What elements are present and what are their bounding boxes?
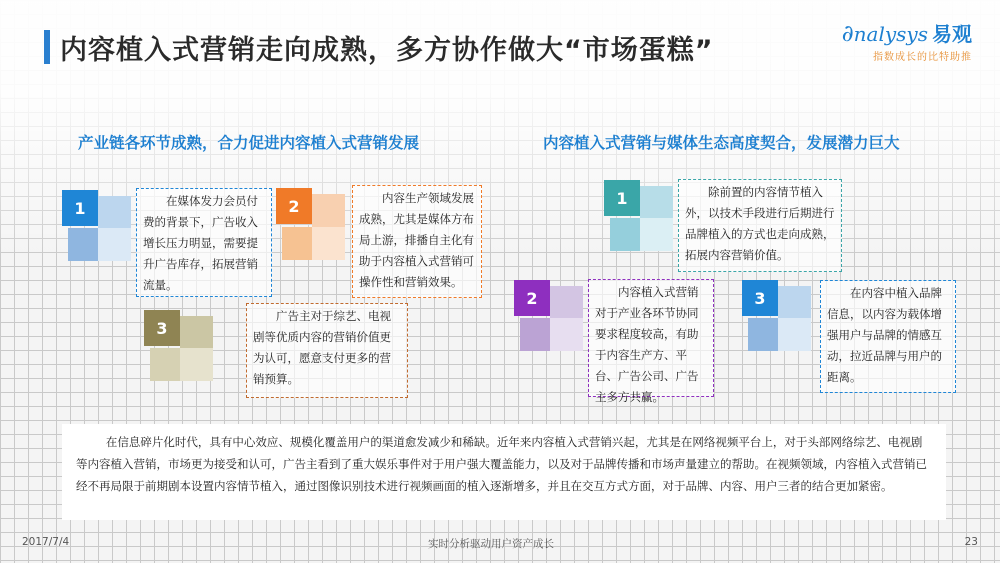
tile-square bbox=[282, 227, 315, 260]
tile-square bbox=[550, 286, 583, 319]
item-text-box: 内容植入式营销对于产业各环节协同要求程度较高，有助于内容生产方、平台、广告公司、广告主多方共赢。 bbox=[588, 279, 714, 397]
number-badge: 1 bbox=[604, 180, 640, 216]
item-text-box: 广告主对于综艺、电视剧等优质内容的营销价值更为认可，愿意支付更多的营销预算。 bbox=[246, 303, 408, 398]
tile-square bbox=[778, 318, 811, 351]
item-text-box: 在媒体发力会员付费的背景下，广告收入增长压力明显，需要提升广告库存，拓展营销流量。 bbox=[136, 188, 272, 297]
summary-panel bbox=[62, 424, 946, 520]
tile-square bbox=[610, 218, 643, 251]
tile-square bbox=[180, 316, 213, 349]
number-badge: 3 bbox=[144, 310, 180, 346]
tile-square bbox=[312, 194, 345, 227]
tile-square bbox=[778, 286, 811, 319]
tile-square bbox=[520, 318, 553, 351]
footer-slogan: 实时分析驱动用户资产成长 bbox=[428, 538, 554, 550]
tile-square bbox=[98, 196, 131, 229]
right-section-heading: 内容植入式营销与媒体生态高度契合，发展潜力巨大 bbox=[543, 134, 900, 152]
footer-date: 2017/7/4 bbox=[22, 536, 70, 548]
page-title: 内容植入式营销走向成熟，多方协作做大“市场蛋糕” bbox=[60, 35, 714, 66]
number-badge: 3 bbox=[742, 280, 778, 316]
tile-square bbox=[550, 318, 583, 351]
tile-square bbox=[640, 186, 673, 219]
tile-square bbox=[640, 218, 673, 251]
tile-square bbox=[180, 348, 213, 381]
logo-slogan: 指数成长的比特助推 bbox=[873, 52, 972, 63]
item-text-box: 在内容中植入品牌信息，以内容为载体增强用户与品牌的情感互动，拉近品牌与用户的距离。 bbox=[820, 280, 956, 393]
page-number: 23 bbox=[964, 536, 978, 548]
title-accent-bar bbox=[44, 30, 50, 64]
item-text-box: 除前置的内容情节植入外，以技术手段进行后期进行品牌植入的方式也走向成熟，拓展内容营销价值。 bbox=[678, 179, 842, 272]
tile-square bbox=[98, 228, 131, 261]
logo-wordmark: ∂nalysys 易观 bbox=[841, 21, 972, 47]
number-badge: 2 bbox=[276, 188, 312, 224]
number-badge: 2 bbox=[514, 280, 550, 316]
tile-square bbox=[68, 228, 101, 261]
tile-square bbox=[748, 318, 781, 351]
left-section-heading: 产业链各环节成熟，合力促进内容植入式营销发展 bbox=[78, 134, 420, 152]
tile-square bbox=[150, 348, 183, 381]
analysys-logo bbox=[842, 18, 972, 63]
summary-text: 在信息碎片化时代，具有中心效应、规模化覆盖用户的渠道愈发减少和稀缺。近年来内容植入式营销兴起，尤其是在网络视频平台上，对于头部网络综艺、电视剧等内容植入营销，市场更为接受和认可，广告主看到了重大娱乐事件对于用户强大覆盖能力，以及对于品牌传播和市场声量建立的帮助。在视频领域，内容植入式营销已经不再局限于前期剧本设置内容情节植入，通过图像识别技术进行视频画面的植入逐渐增多，并且在交互方式方面，对于品牌、内容、用户三者的结合更加紧密。 bbox=[76, 435, 927, 493]
tile-square bbox=[312, 227, 345, 260]
item-text-box: 内容生产领域发展成熟，尤其是媒体方布局上游，排播自主化有助于内容植入式营销可操作性和营销效果。 bbox=[352, 185, 482, 298]
number-badge: 1 bbox=[62, 190, 98, 226]
